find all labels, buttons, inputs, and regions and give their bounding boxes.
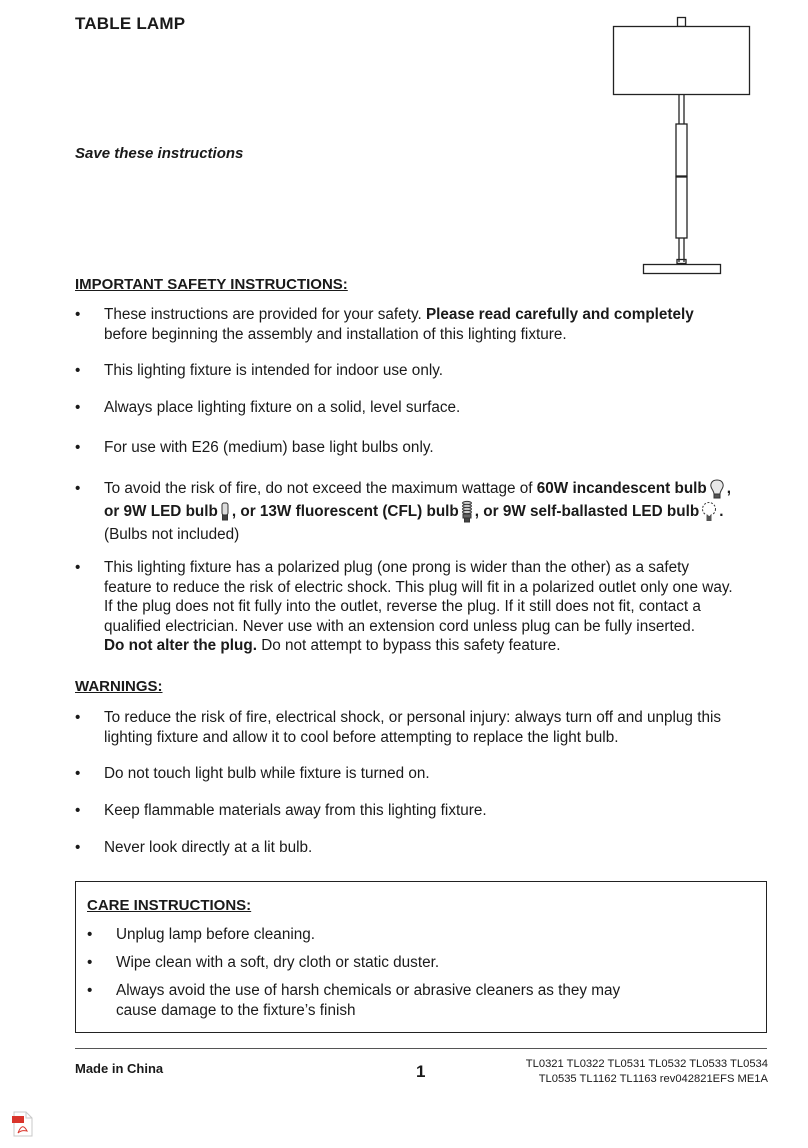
care-text: Always avoid the use of harsh chemicals or abrasive cleaners as they may [116,982,621,999]
bullet: • [75,306,81,323]
page-number: 1 [416,1062,426,1081]
self-ballasted-wattage: , or 9W self-ballasted LED bulb [474,503,700,521]
care-instructions-box [75,881,767,1033]
safety-text: qualified electrician. Never use with an extension cord unless plug can be fully inserted. [104,617,695,635]
pdf-file-icon[interactable] [12,1111,34,1137]
bullet: • [75,362,81,379]
safety-item-polarized-plug [75,558,787,656]
safety-item-wattage [75,478,787,546]
cfl-bulb-icon [460,500,474,524]
warning-item [75,764,775,784]
model-numbers-line: TL0321 TL0322 TL0531 TL0532 TL0533 TL0534 [525,1058,768,1070]
safety-text: Always place lighting fixture on a solid, level surface. [104,399,461,416]
warning-text: Never look directly at a lit bulb. [104,839,313,856]
care-item [87,953,727,973]
safety-text: (Bulbs not included) [104,526,240,544]
care-item [87,981,727,1020]
table-lamp-illustration [610,16,756,278]
bullet: • [75,439,81,456]
incandescent-wattage: 60W incandescent bulb [536,480,707,498]
safety-item [75,361,775,381]
bullet: • [87,954,93,971]
care-heading: CARE INSTRUCTIONS: [87,897,252,914]
safety-text: To avoid the risk of fire, do not exceed the maximum wattage of [104,480,537,498]
safety-text: If the plug does not fit fully into the outlet, reverse the plug. If it still does not fit, contact a [104,598,701,615]
warning-item [75,708,775,747]
bullet: • [75,709,81,726]
safety-item [75,438,775,458]
safety-text: This lighting fixture is intended for indoor use only. [104,362,443,379]
bullet: • [75,802,81,819]
warning-item [75,801,775,821]
self-ballasted-led-bulb-icon [700,500,718,524]
page-title: TABLE LAMP [75,14,186,33]
warning-text: lighting fixture and allow it to cool before attempting to replace the light bulb. [104,728,619,746]
safety-text: This lighting fixture has a polarized plug (one prong is wider than the other) as a safety [104,559,690,576]
care-text: Wipe clean with a soft, dry cloth or static duster. [116,954,440,971]
bullet: • [75,559,81,576]
cfl-wattage: , or 13W fluorescent (CFL) bulb [231,503,459,521]
care-text: cause damage to the fixture’s finish [116,1001,356,1019]
footer-divider [75,1048,767,1049]
safety-heading: IMPORTANT SAFETY INSTRUCTIONS: [75,276,348,293]
punctuation: , [726,480,732,498]
warning-text: Do not touch light bulb while fixture is turned on. [104,765,430,782]
model-numbers-line: TL0535 TL1162 TL1163 rev042821EFS ME1A [538,1073,768,1085]
safety-item [75,305,775,344]
warning-text: To reduce the risk of fire, electrical shock, or personal injury: always turn off and unplug this [104,709,721,726]
bullet: • [75,399,81,416]
safety-emphasis: Do not alter the plug. [104,637,257,654]
bullet: • [87,926,93,943]
bullet: • [75,765,81,782]
safety-text: feature to reduce the risk of electric shock. This plug will fit in a polarized outlet only one way. [104,578,733,596]
safety-text: before beginning the assembly and installation of this lighting fixture. [104,325,567,343]
warning-item [75,838,775,858]
safety-item [75,398,775,418]
bullet: • [75,480,81,497]
made-in-label: Made in China [75,1061,164,1076]
care-item [87,925,727,945]
model-numbers [478,1057,768,1087]
care-text: Unplug lamp before cleaning. [116,926,315,943]
save-instructions-note: Save these instructions [75,145,244,162]
led-bulb-icon [219,501,231,523]
warning-text: Keep flammable materials away from this lighting fixture. [104,802,487,819]
bullet: • [75,839,81,856]
safety-text: Do not attempt to bypass this safety feature. [256,637,561,654]
bullet: • [87,982,93,999]
safety-text: These instructions are provided for your safety. [104,306,426,323]
incandescent-bulb-icon [708,478,726,500]
punctuation: . [719,503,724,521]
led-wattage: or 9W LED bulb [104,503,218,521]
safety-emphasis: Please read carefully and completely [425,306,694,323]
safety-text: For use with E26 (medium) base light bulbs only. [104,439,434,456]
warnings-heading: WARNINGS: [75,678,163,695]
